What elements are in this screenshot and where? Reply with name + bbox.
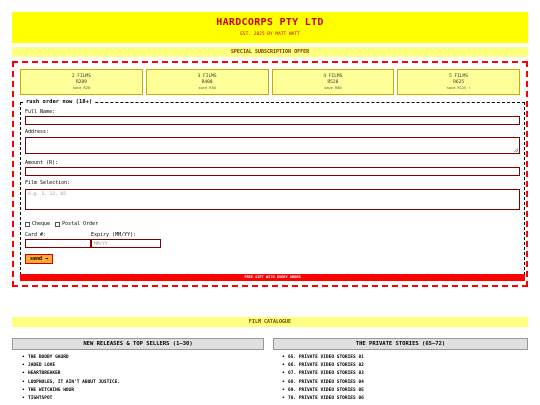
address-textarea[interactable] [25, 137, 520, 154]
film-selection-placeholder: e.g. 1, 12, 65 [28, 192, 66, 197]
list-item[interactable]: • JADED LOVE [22, 362, 262, 370]
list-item[interactable]: • LOOPHOLES, IT AIN'T ABOUT JUSTICE. [22, 379, 262, 387]
full-name-label: Full Name: [25, 109, 56, 115]
expiry-input[interactable] [91, 239, 161, 248]
send-button[interactable]: send → [25, 254, 53, 264]
rush-order-form [20, 99, 525, 280]
full-name-input[interactable] [25, 116, 520, 125]
amount-input[interactable] [25, 167, 520, 176]
site-subtitle: EST. 2025 BY MATT WATT [240, 32, 300, 37]
address-label: Address: [25, 129, 50, 135]
cheque-label: Cheque [32, 221, 51, 227]
tier-2-films[interactable] [20, 69, 143, 95]
expiry-label: Expiry (MM/YY): [91, 232, 137, 238]
list-item[interactable]: • 67. PRIVATE VIDEO STORIES 03 [282, 370, 522, 378]
postal-order-checkbox[interactable] [55, 222, 60, 227]
film-selection-textarea[interactable] [25, 189, 520, 210]
new-releases-list [22, 354, 262, 403]
cheque-checkbox[interactable] [25, 222, 30, 227]
amount-label: Amount (R): [25, 160, 59, 166]
new-releases-heading: NEW RELEASES & TOP SELLERS (1–30) [12, 338, 264, 350]
tier-5-films[interactable] [397, 69, 520, 95]
list-item[interactable]: • 69. PRIVATE VIDEO STORIES 05 [282, 387, 522, 395]
tier-name: 4 FILMS [323, 74, 343, 79]
catalogue-heading: FILM CATALOGUE [12, 317, 528, 327]
subscription-tiers [20, 69, 520, 95]
offer-heading: SPECIAL SUBSCRIPTION OFFER [12, 47, 528, 57]
tier-4-films[interactable] [272, 69, 395, 95]
card-number-label: Card #: [25, 232, 47, 238]
private-stories-heading: THE PRIVATE STORIES (65–72) [273, 338, 528, 350]
list-item[interactable]: • 68. PRIVATE VIDEO STORIES 04 [282, 379, 522, 387]
list-item[interactable]: • 70. PRIVATE VIDEO STORIES 06 [282, 395, 522, 403]
list-item[interactable]: • TIGHTSPOT [22, 395, 262, 403]
payment-method-row [25, 221, 98, 227]
list-item[interactable]: • THE WITCHING HOUR [22, 387, 262, 395]
tier-saving: save R125 ! [446, 86, 471, 90]
tier-price: R520 [327, 79, 339, 85]
site-title: HARDCORPS PTY LTD [216, 17, 324, 28]
tier-3-films[interactable] [146, 69, 269, 95]
tier-price: R625 [453, 79, 465, 85]
resize-grip-icon[interactable] [514, 148, 518, 152]
tier-saving: save R50 [198, 86, 216, 90]
tier-name: 3 FILMS [197, 74, 217, 79]
expiry-placeholder: MM/YY [94, 242, 108, 247]
tier-saving: save R20 [72, 86, 91, 90]
private-stories-list [282, 354, 522, 403]
tier-price: R400 [201, 79, 213, 85]
list-item[interactable]: • 66. PRIVATE VIDEO STORIES 02 [282, 362, 522, 370]
form-legend: rush order now (18+) [26, 99, 93, 105]
list-item[interactable]: • 65. PRIVATE VIDEO STORIES 01 [282, 354, 522, 362]
tier-price: R289 [75, 79, 87, 85]
order-section [12, 61, 528, 287]
free-gift-banner: FREE GIFT WITH EVERY ORDER [20, 274, 525, 281]
postal-order-label: Postal Order [62, 221, 99, 227]
header-banner [12, 12, 528, 43]
list-item[interactable]: • THE BOOBY GAURD [22, 354, 262, 362]
film-selection-label: Film Selection: [25, 180, 71, 186]
tier-name: 5 FILMS [449, 74, 469, 79]
card-number-input[interactable] [25, 239, 91, 248]
list-item[interactable]: • HEARTBREAKER [22, 370, 262, 378]
tier-saving: save R80 [324, 86, 342, 90]
tier-name: 2 FILMS [71, 74, 91, 79]
